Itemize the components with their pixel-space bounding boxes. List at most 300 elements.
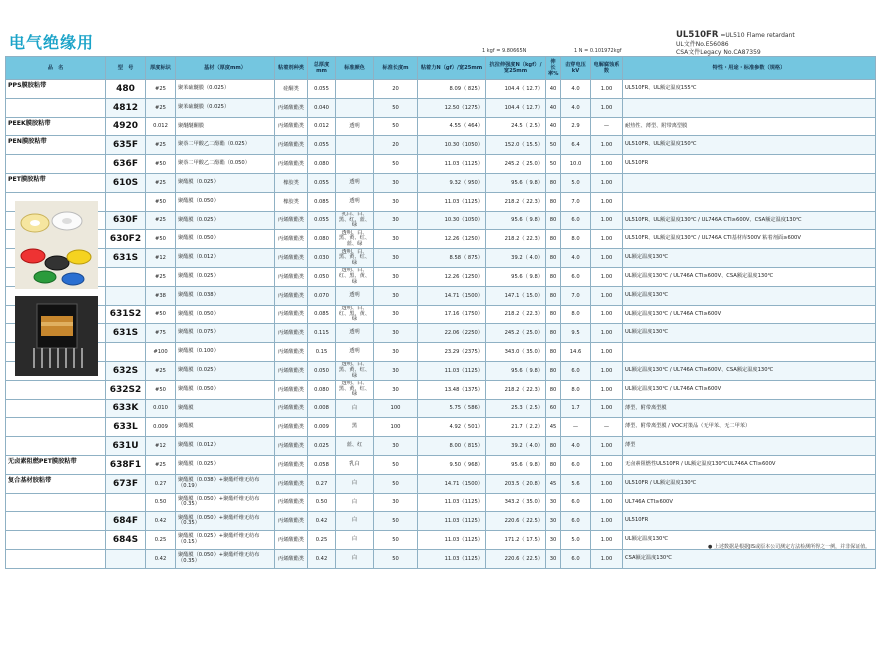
- adhesion-cell: 11.03（1125）: [418, 192, 486, 211]
- loss-cell: 1.00: [591, 437, 623, 456]
- tensile-cell: 95.6（ 9.8）: [486, 361, 546, 380]
- thickness-mark-cell: #12: [146, 249, 176, 268]
- table-row: [6, 192, 876, 211]
- tensile-cell: 95.6（ 9.8）: [486, 267, 546, 286]
- elongation-cell: 80: [546, 305, 561, 324]
- unit-n: 1 N = 0.101972kgf: [573, 48, 622, 54]
- total-thickness-cell: 0.012: [308, 117, 336, 136]
- category-cell: PET膜胶粘带: [6, 173, 106, 192]
- adhesion-cell: 17.16（1750）: [418, 305, 486, 324]
- model-cell: [106, 192, 146, 211]
- loss-cell: 1.00: [591, 80, 623, 99]
- length-cell: 100: [374, 399, 418, 418]
- elongation-cell: 80: [546, 455, 561, 474]
- thickness-mark-cell: #50: [146, 155, 176, 174]
- adhesive-cell: 丙烯酸酯类: [275, 343, 308, 362]
- header-color: 标准颜色: [336, 57, 374, 80]
- adhesive-cell: 丙烯酸酯类: [275, 512, 308, 531]
- model-cell: 633K: [106, 399, 146, 418]
- thickness-mark-cell: #25: [146, 455, 176, 474]
- loss-cell: 1.00: [591, 361, 623, 380]
- elongation-cell: 30: [546, 512, 561, 531]
- features-cell: CSA额定温度130℃: [623, 549, 876, 568]
- category-cell: 复合基材胶粘带: [6, 474, 106, 493]
- color-cell: [336, 136, 374, 155]
- base-material-cell: 聚酯膜（0.025）+聚酯纤维无纺布（0.15）: [176, 531, 275, 550]
- elongation-cell: 80: [546, 173, 561, 192]
- elongation-cell: 40: [546, 80, 561, 99]
- thickness-mark-cell: 0.009: [146, 418, 176, 437]
- voltage-cell: 6.0: [561, 455, 591, 474]
- total-thickness-cell: 0.050: [308, 267, 336, 286]
- length-cell: 50: [374, 531, 418, 550]
- tensile-cell: 21.7（ 2.2）: [486, 418, 546, 437]
- thickness-mark-cell: #75: [146, 324, 176, 343]
- base-material-cell: 聚酯膜（0.012）: [176, 249, 275, 268]
- length-cell: 30: [374, 211, 418, 230]
- color-cell: 白: [336, 399, 374, 418]
- length-cell: 50: [374, 117, 418, 136]
- table-row: [6, 117, 876, 136]
- spec-table: [5, 56, 876, 569]
- loss-cell: 1.00: [591, 343, 623, 362]
- thickness-mark-cell: #100: [146, 343, 176, 362]
- elongation-cell: 30: [546, 493, 561, 512]
- total-thickness-cell: 0.42: [308, 549, 336, 568]
- adhesive-cell: 丙烯酸酯类: [275, 305, 308, 324]
- adhesion-cell: 9.50（ 968）: [418, 455, 486, 474]
- header-elongation: 伸长率%: [546, 57, 561, 80]
- elongation-cell: 80: [546, 230, 561, 249]
- thickness-mark-cell: #50: [146, 305, 176, 324]
- model-cell: 684F: [106, 512, 146, 531]
- adhesive-cell: 丙烯酸酯类: [275, 324, 308, 343]
- loss-cell: 1.00: [591, 136, 623, 155]
- ul-file: UL文件No.E56086: [676, 40, 729, 48]
- voltage-cell: 7.0: [561, 192, 591, 211]
- adhesive-cell: 丙烯酸酯类: [275, 437, 308, 456]
- features-cell: UL510FR: [623, 512, 876, 531]
- model-cell: 632S2: [106, 380, 146, 399]
- thickness-mark-cell: #25: [146, 211, 176, 230]
- length-cell: 100: [374, 418, 418, 437]
- features-cell: 薄型、附带离型膜 / VOC对策品（无甲苯、无二甲苯）: [623, 418, 876, 437]
- base-material-cell: 聚酯膜（0.025）: [176, 455, 275, 474]
- model-cell: 4812: [106, 98, 146, 117]
- total-thickness-cell: 0.080: [308, 230, 336, 249]
- adhesion-cell: 4.55（ 464）: [418, 117, 486, 136]
- table-row: [6, 286, 876, 305]
- features-cell: UL额定温度130℃ / UL746A CTI≥600V、CSA额定温度130℃: [623, 361, 876, 380]
- tensile-cell: 104.4（ 12.7）: [486, 98, 546, 117]
- base-material-cell: 聚酯膜（0.025）: [176, 267, 275, 286]
- table-body: [6, 80, 876, 569]
- page-title: 电气绝缘用: [9, 33, 95, 52]
- loss-cell: 1.00: [591, 531, 623, 550]
- thickness-mark-cell: 0.25: [146, 531, 176, 550]
- unit-conversion: [482, 48, 668, 54]
- loss-cell: 1.00: [591, 493, 623, 512]
- base-material-cell: 聚酯膜（0.050）+聚酯纤维无纺布（0.35）: [176, 493, 275, 512]
- adhesion-cell: 11.03（1125）: [418, 549, 486, 568]
- color-cell: 透明、白、黑、黄、红、绿: [336, 380, 374, 399]
- header-category: 品 名: [6, 57, 106, 80]
- base-material-cell: 聚酯膜（0.050）: [176, 192, 275, 211]
- tensile-cell: 95.6（ 9.8）: [486, 455, 546, 474]
- model-cell: 633L: [106, 418, 146, 437]
- loss-cell: 1.00: [591, 192, 623, 211]
- total-thickness-cell: 0.27: [308, 474, 336, 493]
- base-material-cell: 聚醚醚酮膜: [176, 117, 275, 136]
- total-thickness-cell: 0.055: [308, 173, 336, 192]
- tensile-cell: 245.2（ 25.0）: [486, 324, 546, 343]
- voltage-cell: —: [561, 418, 591, 437]
- features-cell: UL510FR、UL额定温度130℃ / UL746A CTI基材库500V 粘着剂面≥600V: [623, 230, 876, 249]
- tensile-cell: 39.2（ 4.0）: [486, 249, 546, 268]
- elongation-cell: 50: [546, 155, 561, 174]
- length-cell: 50: [374, 512, 418, 531]
- category-cell: [6, 418, 106, 437]
- features-cell: 薄型、附带离型膜: [623, 399, 876, 418]
- category-cell: [6, 549, 106, 568]
- elongation-cell: 60: [546, 399, 561, 418]
- loss-cell: 1.00: [591, 380, 623, 399]
- ul-info: [676, 31, 795, 58]
- features-cell: UL额定温度130℃ / UL746A CTI≥600V: [623, 305, 876, 324]
- thickness-mark-cell: 0.42: [146, 512, 176, 531]
- table-row: [6, 455, 876, 474]
- thickness-mark-cell: #50: [146, 380, 176, 399]
- color-cell: 透明、白、黑、黄、红、蓝、绿: [336, 230, 374, 249]
- base-material-cell: 聚酯膜（0.012）: [176, 437, 275, 456]
- voltage-cell: 5.0: [561, 173, 591, 192]
- elongation-cell: 30: [546, 549, 561, 568]
- base-material-cell: 聚苯硫醚膜（0.025）: [176, 80, 275, 99]
- category-cell: [6, 98, 106, 117]
- base-material-cell: 聚酯膜（0.038）: [176, 286, 275, 305]
- elongation-cell: 45: [546, 474, 561, 493]
- loss-cell: 1.00: [591, 267, 623, 286]
- tensile-cell: 95.6（ 9.8）: [486, 211, 546, 230]
- features-cell: UL额定温度130℃: [623, 286, 876, 305]
- adhesive-cell: 丙烯酸酯类: [275, 155, 308, 174]
- model-cell: [106, 267, 146, 286]
- adhesion-cell: 11.03（1125）: [418, 531, 486, 550]
- thickness-mark-cell: #25: [146, 267, 176, 286]
- color-cell: 白: [336, 549, 374, 568]
- adhesive-cell: 丙烯酸酯类: [275, 361, 308, 380]
- length-cell: 30: [374, 343, 418, 362]
- voltage-cell: 8.0: [561, 380, 591, 399]
- adhesive-cell: 丙烯酸酯类: [275, 98, 308, 117]
- tensile-cell: 220.6（ 22.5）: [486, 549, 546, 568]
- voltage-cell: 6.0: [561, 211, 591, 230]
- features-cell: UL510FR、UL额定温度130℃ / UL746A CTI≥600V、CSA额定温度130℃: [623, 211, 876, 230]
- elongation-cell: 80: [546, 361, 561, 380]
- thickness-mark-cell: 0.012: [146, 117, 176, 136]
- adhesion-cell: 14.71（1500）: [418, 474, 486, 493]
- adhesive-cell: 橡胶类: [275, 192, 308, 211]
- total-thickness-cell: 0.058: [308, 455, 336, 474]
- tensile-cell: 25.3（ 2.5）: [486, 399, 546, 418]
- loss-cell: 1.00: [591, 305, 623, 324]
- adhesion-cell: 8.58（ 875）: [418, 249, 486, 268]
- base-material-cell: 聚萘二甲酸乙二醇酯（0.025）: [176, 136, 275, 155]
- voltage-cell: 8.0: [561, 230, 591, 249]
- adhesive-cell: 硅酮类: [275, 80, 308, 99]
- features-cell: [623, 192, 876, 211]
- total-thickness-cell: 0.115: [308, 324, 336, 343]
- table-row: [6, 80, 876, 99]
- color-cell: 透明、白、红、黑、黄、绿: [336, 267, 374, 286]
- adhesive-cell: 丙烯酸酯类: [275, 267, 308, 286]
- total-thickness-cell: 0.070: [308, 286, 336, 305]
- color-cell: 透明: [336, 286, 374, 305]
- base-material-cell: 聚酯膜（0.025）: [176, 211, 275, 230]
- table-row: [6, 343, 876, 362]
- elongation-cell: 40: [546, 117, 561, 136]
- loss-cell: 1.00: [591, 512, 623, 531]
- color-cell: 白: [336, 474, 374, 493]
- length-cell: 30: [374, 249, 418, 268]
- tensile-cell: 245.2（ 25.0）: [486, 155, 546, 174]
- adhesion-cell: 5.75（ 586）: [418, 399, 486, 418]
- thickness-mark-cell: 0.010: [146, 399, 176, 418]
- elongation-cell: 80: [546, 249, 561, 268]
- table-row: [6, 211, 876, 230]
- tensile-cell: 203.5（ 20.8）: [486, 474, 546, 493]
- total-thickness-cell: 0.030: [308, 249, 336, 268]
- adhesion-cell: 12.26（1250）: [418, 230, 486, 249]
- voltage-cell: 9.5: [561, 324, 591, 343]
- voltage-cell: 10.0: [561, 155, 591, 174]
- adhesive-cell: 丙烯酸酯类: [275, 136, 308, 155]
- adhesive-cell: 丙烯酸酯类: [275, 474, 308, 493]
- features-cell: [623, 173, 876, 192]
- model-cell: 636F: [106, 155, 146, 174]
- base-material-cell: 聚酯膜（0.050）: [176, 380, 275, 399]
- total-thickness-cell: 0.055: [308, 136, 336, 155]
- total-thickness-cell: 0.025: [308, 437, 336, 456]
- adhesive-cell: 丙烯酸酯类: [275, 399, 308, 418]
- adhesion-cell: 11.03（1125）: [418, 512, 486, 531]
- length-cell: 30: [374, 437, 418, 456]
- thickness-mark-cell: 0.50: [146, 493, 176, 512]
- tensile-cell: 343.0（ 35.0）: [486, 343, 546, 362]
- loss-cell: 1.00: [591, 173, 623, 192]
- adhesive-cell: 丙烯酸酯类: [275, 211, 308, 230]
- adhesion-cell: 23.29（2375）: [418, 343, 486, 362]
- tensile-cell: 218.2（ 22.3）: [486, 192, 546, 211]
- category-cell: [6, 399, 106, 418]
- color-cell: 透明: [336, 343, 374, 362]
- model-cell: 631S: [106, 249, 146, 268]
- voltage-cell: 1.7: [561, 399, 591, 418]
- header-voltage: 击穿电压kV: [561, 57, 591, 80]
- thickness-mark-cell: #25: [146, 173, 176, 192]
- category-cell: PEN膜胶粘带: [6, 136, 106, 155]
- voltage-cell: 6.0: [561, 512, 591, 531]
- base-material-cell: 聚苯硫醚膜（0.025）: [176, 98, 275, 117]
- tensile-cell: 171.2（ 17.5）: [486, 531, 546, 550]
- tensile-cell: 95.6（ 9.8）: [486, 173, 546, 192]
- adhesion-cell: 10.30（1050）: [418, 136, 486, 155]
- base-material-cell: 聚酯膜（0.075）: [176, 324, 275, 343]
- elongation-cell: 50: [546, 136, 561, 155]
- color-cell: 白: [336, 493, 374, 512]
- model-cell: 631S: [106, 324, 146, 343]
- total-thickness-cell: 0.008: [308, 399, 336, 418]
- total-thickness-cell: 0.085: [308, 192, 336, 211]
- elongation-cell: 30: [546, 531, 561, 550]
- length-cell: 30: [374, 286, 418, 305]
- length-cell: 30: [374, 493, 418, 512]
- tensile-cell: 343.2（ 35.0）: [486, 493, 546, 512]
- model-cell: 610S: [106, 173, 146, 192]
- color-cell: 乳白: [336, 455, 374, 474]
- voltage-cell: 4.0: [561, 80, 591, 99]
- color-cell: 白: [336, 531, 374, 550]
- features-cell: 耐热性、薄型、附带离型膜: [623, 117, 876, 136]
- thickness-mark-cell: #25: [146, 98, 176, 117]
- adhesion-cell: 11.03（1125）: [418, 155, 486, 174]
- total-thickness-cell: 0.040: [308, 98, 336, 117]
- base-material-cell: 聚酯膜（0.025）: [176, 361, 275, 380]
- header-features: 特性・用途・标准参数（规格）: [623, 57, 876, 80]
- loss-cell: 1.00: [591, 98, 623, 117]
- table-row: [6, 324, 876, 343]
- color-cell: 透明、白、黑、黄、红、绿: [336, 249, 374, 268]
- loss-cell: 1.00: [591, 324, 623, 343]
- table-row: [6, 136, 876, 155]
- elongation-cell: 80: [546, 324, 561, 343]
- table-row: [6, 380, 876, 399]
- base-material-cell: 聚酯膜（0.050）+聚酯纤维无纺布（0.35）: [176, 549, 275, 568]
- length-cell: 30: [374, 173, 418, 192]
- color-cell: 乳白、白、黑、红、蓝、绿: [336, 211, 374, 230]
- voltage-cell: 5.6: [561, 474, 591, 493]
- color-cell: 透明、白、红、黑、黄、绿: [336, 305, 374, 324]
- adhesion-cell: 12.50（1275）: [418, 98, 486, 117]
- base-material-cell: 聚酯膜（0.050）: [176, 230, 275, 249]
- model-cell: 4920: [106, 117, 146, 136]
- elongation-cell: 40: [546, 98, 561, 117]
- elongation-cell: 80: [546, 211, 561, 230]
- base-material-cell: 聚酯膜（0.038）+聚酯纤维无纺布（0.19）: [176, 474, 275, 493]
- color-cell: [336, 98, 374, 117]
- length-cell: 30: [374, 230, 418, 249]
- voltage-cell: 6.0: [561, 267, 591, 286]
- features-cell: UL510FR、UL额定温度155℃: [623, 80, 876, 99]
- loss-cell: 1.00: [591, 211, 623, 230]
- header-model: 型 号: [106, 57, 146, 80]
- table-row: [6, 155, 876, 174]
- color-cell: 透明: [336, 192, 374, 211]
- length-cell: 20: [374, 136, 418, 155]
- table-row: [6, 493, 876, 512]
- adhesive-cell: 丙烯酸酯类: [275, 117, 308, 136]
- total-thickness-cell: 0.50: [308, 493, 336, 512]
- features-cell: UL额定温度130℃: [623, 324, 876, 343]
- thickness-mark-cell: #12: [146, 437, 176, 456]
- tape-rolls-photo: [15, 201, 98, 289]
- adhesion-cell: 9.32（ 950）: [418, 173, 486, 192]
- total-thickness-cell: 0.080: [308, 155, 336, 174]
- table-row: [6, 437, 876, 456]
- voltage-cell: 14.6: [561, 343, 591, 362]
- length-cell: 30: [374, 192, 418, 211]
- ul-desc: =UL510 Flame retardant: [720, 32, 795, 39]
- adhesion-cell: 4.92（ 501）: [418, 418, 486, 437]
- features-cell: UL额定温度130℃: [623, 249, 876, 268]
- elongation-cell: 45: [546, 418, 561, 437]
- thickness-mark-cell: #50: [146, 230, 176, 249]
- voltage-cell: 6.4: [561, 136, 591, 155]
- features-cell: 无卤素阻燃性UL510FR / UL额定温度130℃UL746A CTI≥600V: [623, 455, 876, 474]
- voltage-cell: 7.0: [561, 286, 591, 305]
- header-thickness-mark: 厚度标识: [146, 57, 176, 80]
- elongation-cell: 80: [546, 380, 561, 399]
- features-cell: [623, 343, 876, 362]
- category-cell: [6, 493, 106, 512]
- length-cell: 30: [374, 361, 418, 380]
- color-cell: 透明、白、黑、黄、红、绿: [336, 361, 374, 380]
- tensile-cell: 218.2（ 22.3）: [486, 305, 546, 324]
- adhesive-cell: 橡胶类: [275, 173, 308, 192]
- adhesion-cell: 8.00（ 815）: [418, 437, 486, 456]
- model-cell: 631S2: [106, 305, 146, 324]
- total-thickness-cell: 0.085: [308, 305, 336, 324]
- features-cell: UL额定温度130℃ / UL746A CTI≥600V: [623, 380, 876, 399]
- table-row: [6, 305, 876, 324]
- table-row: [6, 249, 876, 268]
- voltage-cell: 6.0: [561, 549, 591, 568]
- table-header: [6, 57, 876, 80]
- length-cell: 20: [374, 80, 418, 99]
- features-cell: UL510FR / UL额定温度130℃: [623, 474, 876, 493]
- category-cell: PEEK膜胶粘带: [6, 117, 106, 136]
- loss-cell: 1.00: [591, 549, 623, 568]
- total-thickness-cell: 0.42: [308, 512, 336, 531]
- tensile-cell: 39.2（ 4.0）: [486, 437, 546, 456]
- thickness-mark-cell: 0.27: [146, 474, 176, 493]
- table-row: [6, 549, 876, 568]
- base-material-cell: 聚萘二甲酸乙二醇酯（0.050）: [176, 155, 275, 174]
- model-cell: 632S: [106, 361, 146, 380]
- table-row: [6, 98, 876, 117]
- features-cell: UL510FR: [623, 155, 876, 174]
- total-thickness-cell: 0.055: [308, 211, 336, 230]
- color-cell: 黑: [336, 418, 374, 437]
- tensile-cell: 147.1（ 15.0）: [486, 286, 546, 305]
- elongation-cell: 80: [546, 192, 561, 211]
- features-cell: UL510FR、UL额定温度150℃: [623, 136, 876, 155]
- adhesive-cell: 丙烯酸酯类: [275, 455, 308, 474]
- voltage-cell: 4.0: [561, 98, 591, 117]
- model-cell: 684S: [106, 531, 146, 550]
- base-material-cell: 聚酯膜（0.050）: [176, 305, 275, 324]
- length-cell: 50: [374, 155, 418, 174]
- header-loss: 电解腐蚀系数: [591, 57, 623, 80]
- base-material-cell: 聚酯膜: [176, 418, 275, 437]
- tensile-cell: 218.2（ 22.3）: [486, 230, 546, 249]
- voltage-cell: 6.0: [561, 493, 591, 512]
- table-row: [6, 399, 876, 418]
- features-cell: 薄型: [623, 437, 876, 456]
- features-cell: UL额定温度130℃ / UL746A CTI≥600V、CSA额定温度130℃: [623, 267, 876, 286]
- length-cell: 50: [374, 549, 418, 568]
- header-base-material: 基材（厚度mm）: [176, 57, 275, 80]
